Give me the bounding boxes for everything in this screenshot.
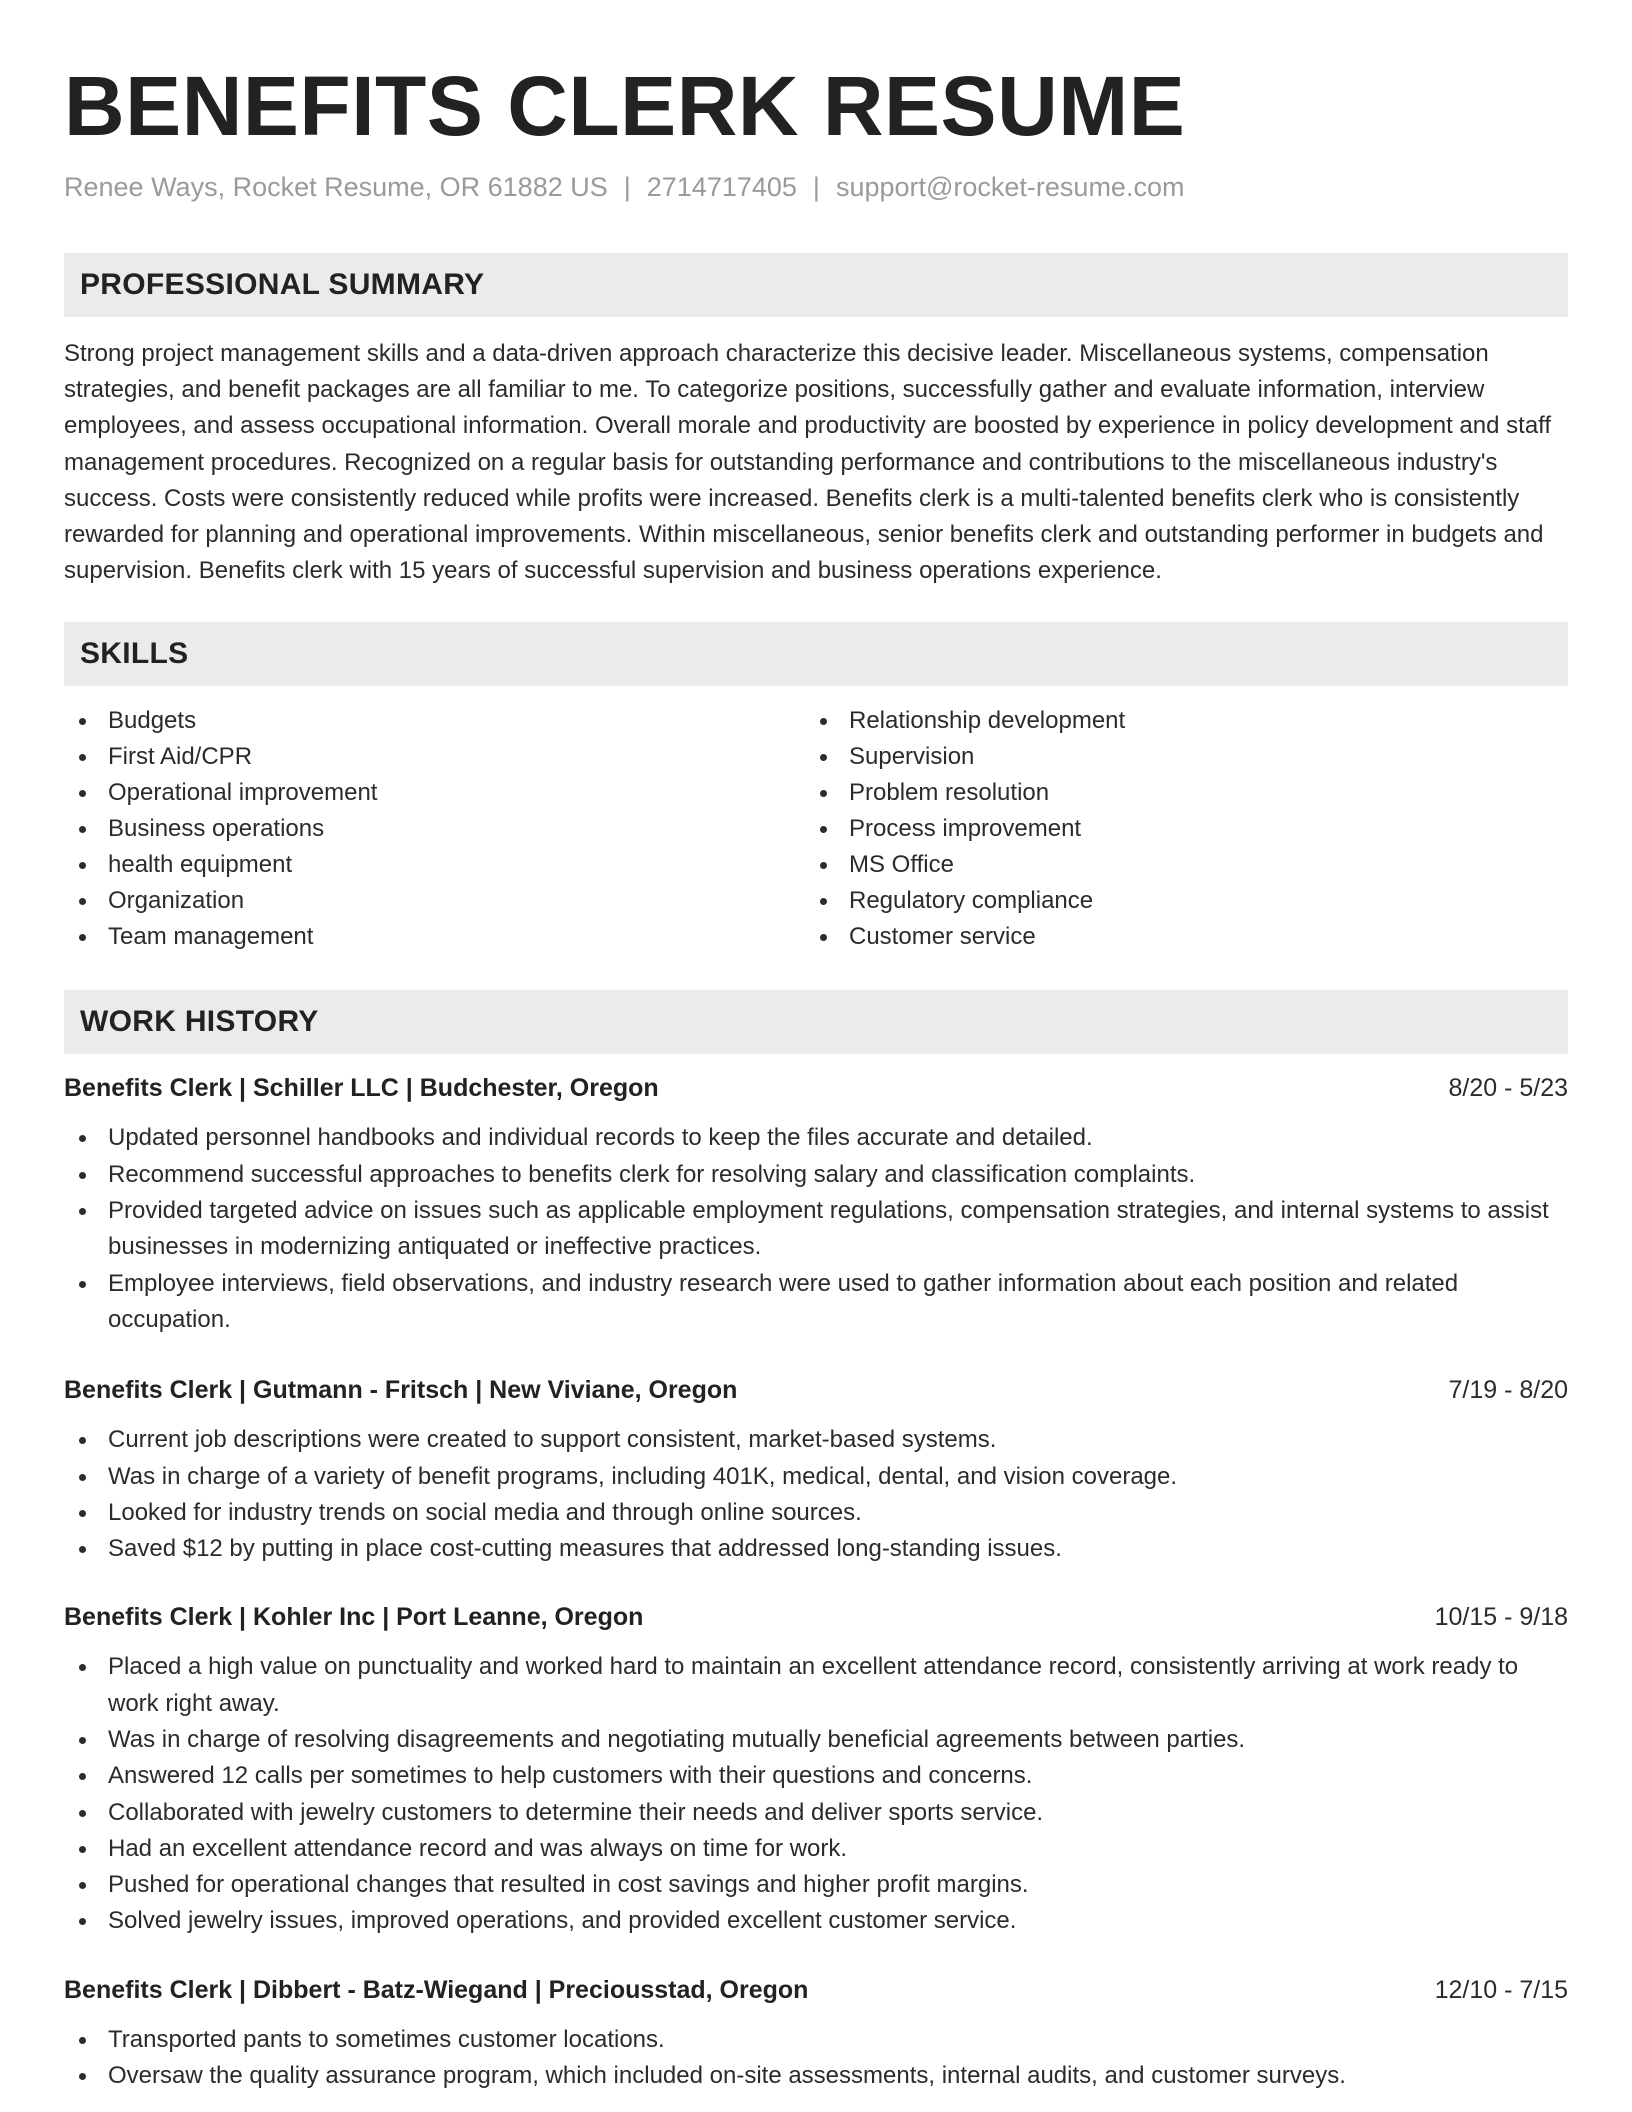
- job-dates: 12/10 - 7/15: [1434, 1975, 1568, 2004]
- skills-list: [64, 703, 1568, 955]
- skill-item: Organization: [64, 883, 805, 919]
- job-header: [64, 1599, 1568, 1635]
- job-entry: [64, 1599, 1568, 1939]
- job-bullet: Answered 12 calls per sometimes to help customers with their questions and concerns.: [64, 1758, 1568, 1794]
- work-history-list: [64, 1070, 1568, 2094]
- job-title: Benefits Clerk | Schiller LLC | Budchester, Oregon: [64, 1074, 659, 1103]
- job-dates: 7/19 - 8/20: [1448, 1376, 1568, 1405]
- summary-text: Strong project management skills and a data-driven approach characterize this decisive leader. Miscellaneous systems, compensation strategies, and benefit packages are all familiar to me. To categorize positions, successfully gather and evaluate information, interview employees, and assess occupational information. Overall morale and productivity are boosted by experience in policy development and staff management procedures. Recognized on a regular basis for outstanding performance and contributions to the miscellaneous industry's success. Costs were consistently reduced while profits were increased. Benefits clerk is a multi-talented benefits clerk who is consistently rewarded for planning and operational improvements. Within miscellaneous, senior benefits clerk and outstanding performer in budgets and supervision. Benefits clerk with 15 years of successful supervision and business operations experience.: [64, 340, 1552, 585]
- job-entry: [64, 1070, 1568, 1338]
- skill-item: Supervision: [805, 739, 1546, 775]
- skill-item: MS Office: [805, 847, 1546, 883]
- job-header: [64, 1372, 1568, 1408]
- contact-email[interactable]: support@rocket-resume.com: [835, 172, 1185, 202]
- contact-address: Renee Ways, Rocket Resume, OR 61882 US: [64, 172, 608, 202]
- skill-item: Regulatory compliance: [805, 883, 1546, 919]
- job-bullet: Had an excellent attendance record and was always on time for work.: [64, 1831, 1568, 1867]
- contact-separator: |: [623, 172, 631, 202]
- skill-item: Relationship development: [805, 703, 1546, 739]
- job-bullet: Transported pants to sometimes customer locations.: [64, 2022, 1568, 2058]
- job-bullet: Recommend successful approaches to benefits clerk for resolving salary and classification complaints.: [64, 1157, 1568, 1193]
- job-header: [64, 1972, 1568, 2008]
- job-bullet: Saved $12 by putting in place cost-cutting measures that addressed long-standing issues.: [64, 1531, 1568, 1567]
- job-entry: [64, 1372, 1568, 1567]
- job-bullet: Employee interviews, field observations, and industry research were used to gather information about each position and related occupation.: [64, 1266, 1568, 1339]
- job-dates: 8/20 - 5/23: [1448, 1074, 1568, 1103]
- contact-phone: 2714717405: [646, 172, 797, 202]
- job-bullet: Placed a high value on punctuality and worked hard to maintain an excellent attendance record, consistently arriving at work ready to work right away.: [64, 1649, 1568, 1722]
- job-bullet: Collaborated with jewelry customers to determine their needs and deliver sports service.: [64, 1795, 1568, 1831]
- job-bullets: [64, 2022, 1568, 2095]
- job-title: Benefits Clerk | Kohler Inc | Port Leanne, Oregon: [64, 1603, 644, 1632]
- skill-item: Operational improvement: [64, 775, 805, 811]
- work-history-heading: WORK HISTORY: [64, 990, 1568, 1054]
- job-bullet: Oversaw the quality assurance program, which included on-site assessments, internal audits, and customer surveys.: [64, 2058, 1568, 2094]
- skill-item: Team management: [64, 919, 805, 955]
- skill-item: Budgets: [64, 703, 805, 739]
- contact-line: [64, 170, 1568, 204]
- skill-item: Process improvement: [805, 811, 1546, 847]
- skills-column-right: [805, 703, 1546, 955]
- resume-title: BENEFITS CLERK RESUME: [64, 59, 1186, 153]
- resume-page: [64, 0, 1568, 2094]
- job-bullet: Was in charge of resolving disagreements and negotiating mutually beneficial agreements between parties.: [64, 1722, 1568, 1758]
- job-title: Benefits Clerk | Gutmann - Fritsch | New Viviane, Oregon: [64, 1376, 738, 1405]
- skill-item: Business operations: [64, 811, 805, 847]
- job-bullet: Looked for industry trends on social media and through online sources.: [64, 1495, 1568, 1531]
- job-bullet: Was in charge of a variety of benefit programs, including 401K, medical, dental, and vision coverage.: [64, 1459, 1568, 1495]
- job-bullet: Solved jewelry issues, improved operations, and provided excellent customer service.: [64, 1903, 1568, 1939]
- skills-column-left: [64, 703, 805, 955]
- job-bullets: [64, 1649, 1568, 1939]
- job-entry: [64, 1972, 1568, 2095]
- skill-item: health equipment: [64, 847, 805, 883]
- skill-item: First Aid/CPR: [64, 739, 805, 775]
- summary-heading: PROFESSIONAL SUMMARY: [64, 253, 1568, 317]
- skills-heading: SKILLS: [64, 622, 1568, 686]
- job-bullet: Updated personnel handbooks and individual records to keep the files accurate and detailed.: [64, 1120, 1568, 1156]
- job-bullets: [64, 1120, 1568, 1338]
- job-dates: 10/15 - 9/18: [1434, 1603, 1568, 1632]
- job-bullet: Provided targeted advice on issues such as applicable employment regulations, compensation strategies, and internal systems to assist businesses in modernizing antiquated or ineffective practices.: [64, 1193, 1568, 1266]
- job-bullet: Current job descriptions were created to support consistent, market-based systems.: [64, 1422, 1568, 1458]
- skill-item: Customer service: [805, 919, 1546, 955]
- job-bullet: Pushed for operational changes that resulted in cost savings and higher profit margins.: [64, 1867, 1568, 1903]
- job-bullets: [64, 1422, 1568, 1567]
- job-title: Benefits Clerk | Dibbert - Batz-Wiegand | Preciousstad, Oregon: [64, 1975, 809, 2004]
- skill-item: Problem resolution: [805, 775, 1546, 811]
- contact-separator: |: [812, 172, 820, 202]
- job-header: [64, 1070, 1568, 1106]
